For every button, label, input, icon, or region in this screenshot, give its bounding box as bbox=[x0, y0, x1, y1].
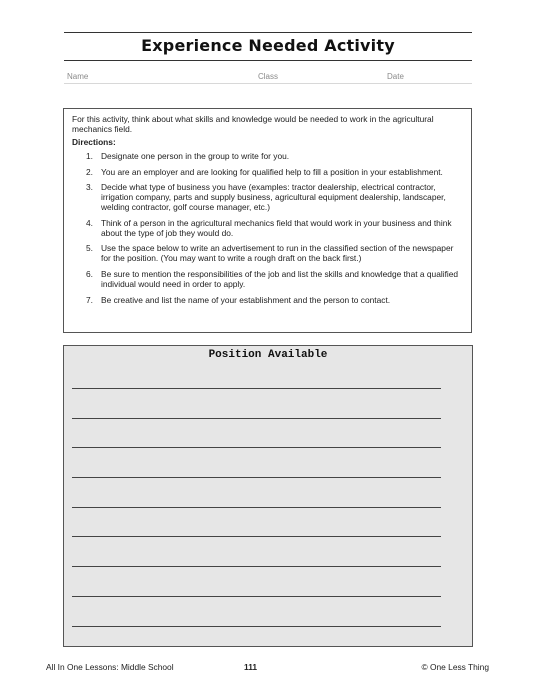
position-available-box[interactable] bbox=[63, 345, 473, 647]
class-field-label[interactable]: Class bbox=[258, 72, 279, 81]
footer-book-title: All In One Lessons: Middle School bbox=[46, 662, 174, 672]
writing-line[interactable] bbox=[72, 596, 441, 597]
step-text: Be creative and list the name of your establishment and the person to contact. bbox=[101, 294, 391, 305]
directions-step bbox=[72, 151, 463, 161]
student-info-row bbox=[64, 70, 472, 84]
step-text: Use the space below to write an advertisement to run in the classified section of the newspaper for the position. (You may want to write a rough draft on the back first.) bbox=[101, 243, 454, 264]
writing-line[interactable] bbox=[72, 447, 441, 448]
name-field-label[interactable]: Name bbox=[67, 72, 89, 81]
step-text: Decide what type of business you have (examples: tractor dealership, electrical contractor, irrigation company, parts and supply business, agricultural equipment dealership, landscaper, welding contractor, golf course manager, etc.) bbox=[101, 182, 446, 213]
step-number: 2. bbox=[86, 166, 93, 177]
page-number: 111 bbox=[244, 662, 258, 672]
position-available-title: Position Available bbox=[208, 349, 328, 361]
step-text: You are an employer and are looking for qualified help to fill a position in your establishment. bbox=[101, 166, 443, 177]
date-field-label[interactable]: Date bbox=[387, 72, 404, 81]
writing-line[interactable] bbox=[72, 626, 441, 627]
step-number: 7. bbox=[86, 294, 93, 305]
step-number: 4. bbox=[86, 217, 93, 228]
directions-step bbox=[72, 218, 463, 238]
step-number: 1. bbox=[86, 151, 93, 161]
step-text: Think of a person in the agricultural mechanics field that would work in your business and think about the type of job they would do. bbox=[101, 217, 452, 238]
step-text: Designate one person in the group to write for you. bbox=[101, 151, 290, 161]
directions-step bbox=[72, 295, 463, 305]
directions-step bbox=[72, 182, 463, 212]
writing-line[interactable] bbox=[72, 566, 441, 567]
writing-line[interactable] bbox=[72, 477, 441, 478]
top-rule bbox=[64, 32, 472, 33]
directions-heading: Directions: bbox=[72, 137, 116, 147]
step-number: 5. bbox=[86, 243, 93, 254]
writing-line[interactable] bbox=[72, 388, 441, 389]
step-text: Be sure to mention the responsibilities of the job and list the skills and knowledge that a qualified individual would need in order to apply. bbox=[101, 268, 459, 289]
title-rule bbox=[64, 60, 472, 61]
step-number: 3. bbox=[86, 182, 93, 193]
writing-line[interactable] bbox=[72, 507, 441, 508]
directions-step bbox=[72, 243, 463, 263]
writing-line[interactable] bbox=[72, 536, 441, 537]
instructions-box bbox=[63, 108, 472, 333]
page-title: Experience Needed Activity bbox=[141, 36, 395, 55]
directions-step bbox=[72, 167, 463, 177]
page-footer bbox=[46, 662, 489, 676]
directions-list bbox=[72, 151, 463, 305]
step-number: 6. bbox=[86, 268, 93, 279]
directions-step bbox=[72, 269, 463, 289]
instructions-intro: For this activity, think about what skills and knowledge would be needed to work in the agricultural mechanics field. bbox=[72, 114, 434, 134]
footer-copyright: © One Less Thing bbox=[421, 662, 489, 672]
writing-line[interactable] bbox=[72, 418, 441, 419]
info-rule bbox=[64, 83, 472, 84]
